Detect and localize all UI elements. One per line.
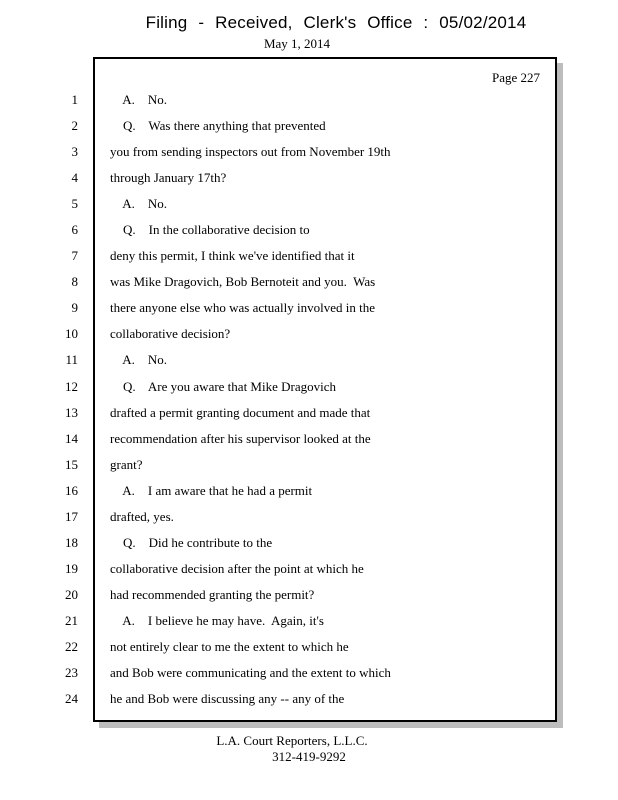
transcript-line <box>0 509 618 535</box>
transcript-line <box>0 587 618 613</box>
transcript-line <box>0 561 618 587</box>
line-number: 10 <box>65 326 78 342</box>
document-header <box>0 13 618 52</box>
line-text: A. No. <box>110 196 168 212</box>
reporter-company: L.A. Court Reporters, L.L.C. <box>216 733 368 748</box>
line-text: A. I believe he may have. Again, it's <box>110 612 324 628</box>
transcript-line <box>0 118 618 144</box>
line-number: 22 <box>65 638 78 654</box>
line-text: drafted, yes. <box>110 508 174 524</box>
line-number: 3 <box>71 144 78 160</box>
line-text: Q. Did he contribute to the <box>110 534 273 550</box>
line-number: 21 <box>65 612 78 628</box>
line-number: 18 <box>65 534 78 550</box>
filing-stamp: Filing - Received, Clerk's Office : 05/02/2014 <box>145 13 527 32</box>
transcript-line <box>0 405 618 431</box>
line-text: A. No. <box>110 92 168 107</box>
line-text: Q. Was there anything that prevented <box>110 118 326 134</box>
line-text: he and Bob were discussing any -- any of the <box>110 691 345 707</box>
transcript-lines <box>0 92 618 717</box>
line-number: 7 <box>71 248 78 264</box>
transcript-line <box>0 300 618 326</box>
line-text: not entirely clear to me the extent to which he <box>110 638 349 654</box>
transcript-line <box>0 483 618 509</box>
transcript-line <box>0 379 618 405</box>
line-text: collaborative decision? <box>110 326 231 342</box>
line-number: 14 <box>65 430 78 446</box>
line-number: 16 <box>65 482 78 498</box>
line-number: 19 <box>65 560 78 576</box>
line-number: 17 <box>65 508 78 524</box>
line-number: 15 <box>65 456 78 472</box>
line-text: Q. Are you aware that Mike Dragovich <box>110 378 336 394</box>
line-text: had recommended granting the permit? <box>110 586 315 602</box>
line-text: and Bob were communicating and the extent to which <box>110 665 391 681</box>
line-text: through January 17th? <box>110 170 227 186</box>
line-text: Q. In the collaborative decision to <box>110 222 310 238</box>
transcript-line <box>0 535 618 561</box>
transcript-line <box>0 691 618 717</box>
line-number: 2 <box>71 118 78 134</box>
transcript-line <box>0 144 618 170</box>
line-number: 23 <box>65 665 78 681</box>
line-text: grant? <box>110 456 143 472</box>
transcript-line <box>0 352 618 378</box>
line-number: 24 <box>65 691 78 707</box>
line-number: 4 <box>71 170 78 186</box>
line-text: A. No. <box>110 352 168 368</box>
transcript-line <box>0 639 618 665</box>
line-number: 12 <box>65 378 78 394</box>
line-number: 11 <box>65 352 78 368</box>
line-text: drafted a permit granting document and made that <box>110 404 371 420</box>
transcript-line <box>0 170 618 196</box>
line-text: you from sending inspectors out from November 19th <box>110 144 391 160</box>
line-text: A. I am aware that he had a permit <box>110 482 313 498</box>
transcript-line <box>0 248 618 274</box>
transcript-line <box>0 457 618 483</box>
line-text: there anyone else who was actually involved in the <box>110 300 375 316</box>
transcript-line <box>0 274 618 300</box>
line-number: 8 <box>71 274 78 290</box>
reporter-phone: 312-419-9292 <box>272 749 346 764</box>
transcript-line <box>0 665 618 691</box>
reporter-footer <box>0 733 618 765</box>
transcript-line <box>0 326 618 352</box>
transcript-line <box>0 222 618 248</box>
page-number-label: Page 227 <box>491 70 540 85</box>
line-text: was Mike Dragovich, Bob Bernoteit and you. Was <box>110 274 376 290</box>
line-number: 5 <box>71 196 78 212</box>
line-number: 13 <box>65 404 78 420</box>
transcript-line <box>0 196 618 222</box>
transcript-line <box>0 92 618 118</box>
line-number: 9 <box>71 300 78 316</box>
transcript-line <box>0 431 618 457</box>
line-text: collaborative decision after the point at which he <box>110 560 364 576</box>
line-number: 1 <box>71 92 78 107</box>
deposition-date: May 1, 2014 <box>263 36 331 51</box>
transcript-line <box>0 613 618 639</box>
line-number: 20 <box>65 586 78 602</box>
line-number: 6 <box>71 222 78 238</box>
line-text: deny this permit, I think we've identified that it <box>110 248 355 264</box>
line-text: recommendation after his supervisor looked at the <box>110 430 371 446</box>
